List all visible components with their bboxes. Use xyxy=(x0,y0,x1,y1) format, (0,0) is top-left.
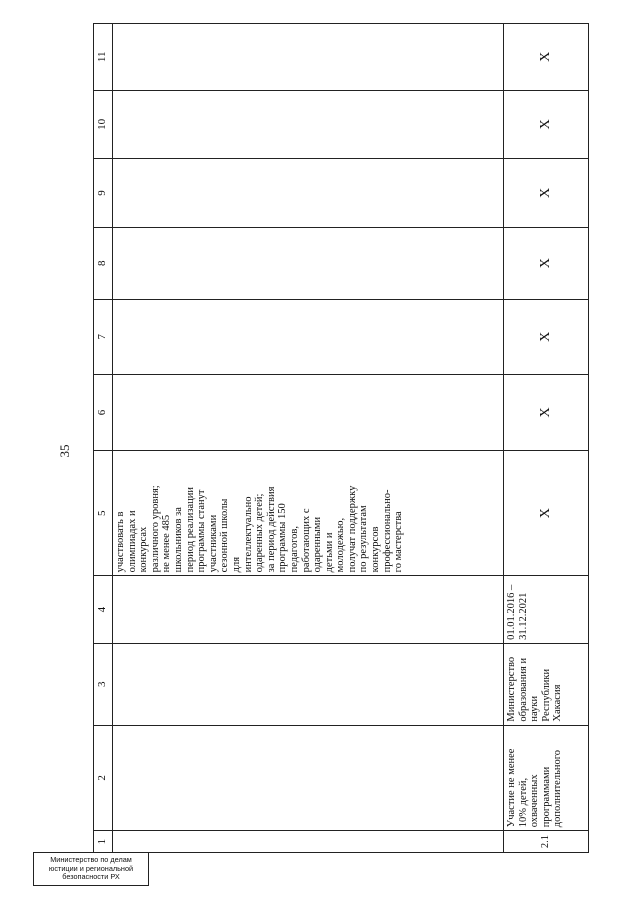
header-cell: 7 xyxy=(94,299,113,374)
table-cell xyxy=(113,374,504,450)
header-cell: 4 xyxy=(94,576,113,644)
x-mark-cell: Х xyxy=(504,299,589,374)
table-container xyxy=(93,23,589,853)
header-cell: 10 xyxy=(94,90,113,159)
table-row xyxy=(113,24,504,853)
x-mark-cell: Х xyxy=(504,90,589,159)
row-number-cell: 2.1 xyxy=(504,831,589,853)
header-cell: 5 xyxy=(94,451,113,576)
table-cell xyxy=(113,159,504,228)
x-mark-cell: Х xyxy=(504,374,589,450)
header-cell: 2 xyxy=(94,725,113,831)
header-cell: 8 xyxy=(94,227,113,299)
table-cell xyxy=(113,299,504,374)
page-number: 35 xyxy=(57,444,72,458)
x-mark-cell: Х xyxy=(504,24,589,91)
table-cell xyxy=(113,725,504,831)
header-cell: 1 xyxy=(94,831,113,853)
x-mark-cell: Х xyxy=(504,451,589,576)
header-cell: 11 xyxy=(94,24,113,91)
x-mark-cell: Х xyxy=(504,159,589,228)
table-cell xyxy=(113,831,504,853)
header-cell: 9 xyxy=(94,159,113,228)
header-row xyxy=(94,24,113,853)
header-cell: 3 xyxy=(94,643,113,725)
executor-cell: Министерство образования и науки Республики Хакасия xyxy=(504,643,589,725)
x-mark-cell: Х xyxy=(504,227,589,299)
table-cell xyxy=(113,576,504,644)
table-row xyxy=(504,24,589,853)
event-name-cell: Участие не менее 10% детей, охваченных программами дополнительного xyxy=(504,725,589,831)
table-cell xyxy=(113,227,504,299)
table-cell xyxy=(113,24,504,91)
ministry-stamp: Министерство по делам юстиции и региональной безопасности РХ xyxy=(33,852,149,886)
header-cell: 6 xyxy=(94,374,113,450)
result-text-cell: участвовать в олимпиадах и конкурсах различного уровня; не менее 485 школьников за период реализации программы станут участниками сезонной школы для интеллектуально одаренных детей; за период действия программы 150 педагогов, работающих с одаренными детьми и молодежью, получат поддержку по результатам конкурсов профессионально- го мастерства xyxy=(113,451,504,576)
table-cell xyxy=(113,643,504,725)
table-cell xyxy=(113,90,504,159)
program-table xyxy=(93,23,589,853)
period-cell: 01.01.2016 – 31.12.2021 xyxy=(504,576,589,644)
